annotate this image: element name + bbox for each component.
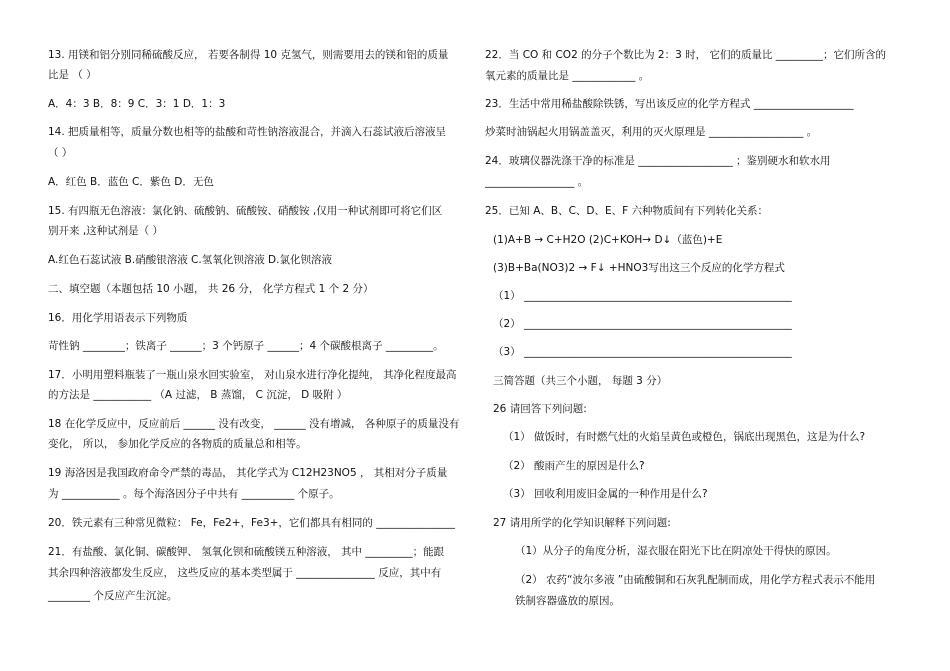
right-column-line-10: （1） ___________________________________________________ [493, 290, 792, 302]
right-column-line-14: 26 请回答下列问题: [493, 403, 587, 415]
right-column-line-9: (3)B+Ba(NO3)2 → F↓ +HNO3写出这三个反应的化学方程式 [493, 262, 785, 274]
right-column-line-12: （3） ___________________________________________________ [493, 346, 792, 358]
right-column-line-15: （1） 做饭时，有时燃气灶的火焰呈黄色或橙色，锅底出现黑色，这是为什么? [503, 431, 866, 443]
right-column-line-2: 氧元素的质量比是 ____________ 。 [485, 70, 650, 82]
left-column-line-16: 变化， 所以， 参加化学反应的各物质的质量总和相等。 [48, 438, 307, 450]
right-column-line-3: 23．生活中常用稀盐酸除铁锈，写出该反应的化学方程式 ___________________ [485, 98, 854, 110]
left-column-line-8: 别开来 ,这种试剂是（ ） [48, 225, 164, 237]
left-column-line-5: （ ） [48, 147, 73, 159]
right-column-line-18: 27 请用所学的化学知识解释下列问题: [493, 517, 671, 529]
right-column-line-11: （2） ___________________________________________________ [493, 318, 792, 330]
left-column-line-22: ________ 个反应产生沉淀。 [48, 590, 178, 602]
right-column-line-13: 三简答题（共三个小题， 每题 3 分） [493, 375, 668, 387]
left-column-line-3: A．4：3 B．8：9 C．3：1 D．1：3 [48, 98, 226, 110]
left-column-line-2: 比是 （ ） [48, 69, 97, 81]
left-column-line-20: 21．有盐酸、氯化铜、碳酸钾、 氢氧化钡和硫酸镁五种溶液， 其中 _________；能跟 [48, 546, 445, 558]
left-column-line-21: 其余四种溶液都发生反应， 这些反应的基本类型属于 _______________ 反应，其中有 [48, 567, 442, 579]
left-column-line-18: 为 ___________ 。每个海洛因分子中共有 __________ 个原子。 [48, 488, 340, 500]
right-column-line-5: 24．玻璃仪器洗涤干净的标准是 __________________ ；鉴别硬水和软水用 [485, 155, 831, 167]
right-column-line-21: 铁制容器盛放的原因。 [515, 595, 620, 607]
left-column-line-9: A.红色石蕊试液 B.硝酸银溶液 C.氢氧化钡溶液 D.氯化钡溶液 [48, 254, 332, 266]
right-column-line-4: 炒菜时油锅起火用锅盖盖灭，利用的灭火原理是 __________________ 。 [485, 126, 818, 138]
left-column-line-17: 19 海洛因是我国政府命令严禁的毒品， 其化学式为 C12H23NO5 ， 其相对分子质量 [48, 467, 448, 479]
left-column-line-12: 苛性钠 ________；铁离子 ______；3 个钙原子 ______；4 个碳酸根离子 _________。 [48, 340, 444, 352]
left-column-line-10: 二、填空题（本题包括 10 小题， 共 26 分， 化学方程式 1 个 2 分） [48, 283, 374, 295]
right-column-line-19: （1）从分子的角度分析，湿衣服在阳光下比在阴凉处干得快的原因。 [515, 545, 837, 557]
right-column-line-7: 25．已知 A、B、C、D、E、F 六种物质间有下列转化关系： [485, 205, 769, 217]
left-column-line-13: 17．小明用塑料瓶装了一瓶山泉水回实验室， 对山泉水进行净化提纯， 其净化程度最高 [48, 369, 457, 381]
right-column-line-16: （2） 酸雨产生的原因是什么? [503, 460, 645, 472]
right-column-line-6: _________________ 。 [485, 176, 589, 188]
left-column-line-7: 15. 有四瓶无色溶液：氯化钠、硫酸钠、硫酸铵、硝酸铵 ,仅用一种试剂即可将它们区 [48, 205, 443, 217]
left-column-line-14: 的方法是 ___________ （A 过滤， B 蒸馏， C 沉淀， D 吸附 ） [48, 389, 348, 401]
left-column-line-4: 14. 把质量相等，质量分数也相等的盐酸和苛性钠溶液混合，并滴入石蕊试液后溶液呈 [48, 126, 447, 138]
right-column-line-1: 22．当 CO 和 CO2 的分子个数比为 2：3 时， 它们的质量比 _________；它们所含的 [485, 49, 887, 61]
right-column-line-20: （2） 农药“波尔多液 ”由硫酸铜和石灰乳配制而成，用化学方程式表示不能用 [515, 574, 876, 586]
left-column-line-6: A．红色 B．蓝色 C．紫色 D．无色 [48, 176, 214, 188]
left-column-line-19: 20．铁元素有三种常见微粒： Fe，Fe2+，Fe3+，它们都具有相同的 _______________ [48, 517, 456, 529]
left-column-line-1: 13. 用镁和铝分别同稀硫酸反应， 若要各制得 10 克氢气，则需要用去的镁和铝的质量 [48, 49, 449, 61]
right-column-line-8: (1)A+B → C+H2O (2)C+KOH→ D↓（蓝色)+E [493, 234, 723, 246]
left-column-line-15: 18 在化学反应中，反应前后 ______ 没有改变， ______ 没有增减， 各种原子的质量没有 [48, 418, 460, 430]
right-column-line-17: （3） 回收利用废旧金属的一种作用是什么? [503, 488, 708, 500]
left-column-line-11: 16．用化学用语表示下列物质 [48, 312, 188, 324]
